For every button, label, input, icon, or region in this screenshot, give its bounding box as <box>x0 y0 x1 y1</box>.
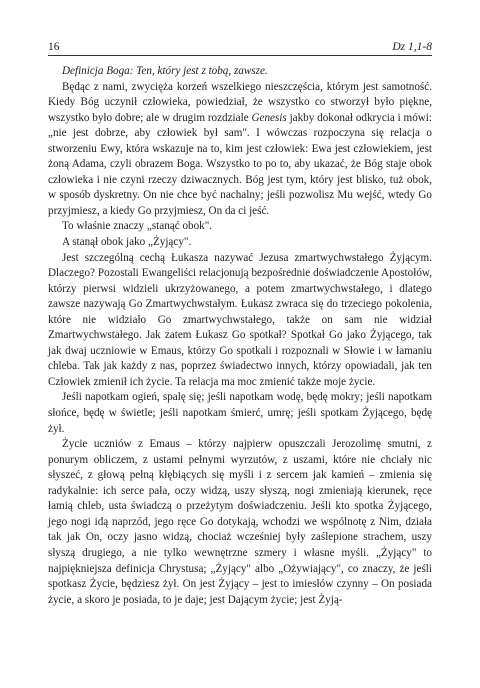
paragraph <box>48 390 432 437</box>
text-segment: Życie uczniów z Emaus – którzy najpierw opuszczali Jerozolimę smutni, z ponurym obliczem, z ustami pełnymi wyrzutów, z uszami, które nie chciały nic słyszeć, z głową pełną kłębiących się myśli i z sercem jak kamień – zmienia się radykalnie: ich serce pała, oczy widzą, uszy słyszą, nogi zmieniają kierunek, ręce łamią chleb, usta świadczą o przeżytym doświadczeniu. Jeśli kto spotka Żyjącego, jego nogi idą naprzód, jego ręce Go dotykają, wchodzi we wspólnotę z Nim, działa tak jak On, oczy jasno widzą, chociaż wcześniej były zaślepione strachem, uszy słyszą drugiego, a nie tylko wewnętrzne szmery i własne myśli. „Żyjący" to najpiękniejsza definicja Chrystusa; „Żyjący" albo „Ożywiający", co znaczy, że jeśli spotkasz Życie, będziesz żył. On jest Żyjący – jest to imiesłów czynny – On posiada życie, a skoro je posiada, to je daje; jest Dającym życie; jest Żyją- <box>48 438 432 606</box>
running-title: Dz 1,1-8 <box>392 41 432 53</box>
paragraph <box>48 80 432 220</box>
text-segment: Jest szczególną cechą Łukasza nazywać Jezusa zmartwychwstałego Żyjącym. Dlaczego? Pozostali Ewangeliści relacjonują bezpośrednie doświadczenie Apostołów, którzy pierwsi widzieli ukrzyżowanego, a potem zmartwychwstałego, i dlatego zawsze nazywają Go Zmartwychwstałym. Łukasz zwraca się do trzeciego pokolenia, które nie widziało Go zmartwychwstałego, także on sam nie widział Zmartwychwstałego. Jak zatem Łukasz Go spotkał? Spotkał Go jako Żyjącego, tak jak dwaj uczniowie w Emaus, którzy Go spotkali i rozpoznali w Słowie i w łamaniu chleba. Tak jak każdy z nas, poprzez świadectwo innych, którzy opowiadali, jak ten Człowiek zmienił ich życie. Ta relacja ma moc zmienić także moje życie. <box>48 251 432 388</box>
paragraph <box>48 437 432 608</box>
paragraph <box>48 251 432 391</box>
definition-lead: Definicja Boga: Ten, który jest z tobą, zawsze. <box>62 65 268 77</box>
paragraph <box>48 235 432 251</box>
paragraph <box>48 219 432 235</box>
text-segment: A stanął obok jako „Żyjący". <box>62 236 192 249</box>
paragraph <box>48 64 432 80</box>
text-segment: Jeśli napotkam ogień, spalę się; jeśli napotkam wodę, będę mokry; jeśli napotkam słońce, będę w świetle; jeśli napotkam śmierć, umrę; jeśli spotkam Żyjącego, będę żył. <box>48 391 432 435</box>
text-segment: To właśnie znaczy „stanąć obok". <box>62 220 213 233</box>
page-header <box>48 40 432 56</box>
text-segment: jakby dokonał odkrycia i mówi: „nie jest dobrze, aby człowiek był sam". I wówczas rozpoczyna się relacja o stworzeniu Ewy, która wskazuje na to, kim jest człowiek: Ewa jest człowiekiem, jest żoną Adama, czyli obrazem Boga. Wszystko to po to, aby ukazać, że Bóg staje obok człowieka i nie czyni rzeczy dziwacznych. Bóg jest tym, który jest blisko, tuż obok, w sposób dyskretny. On nie chce być nachalny; jeśli pozwolisz Mu wejść, wtedy Go przyjmiesz, a kiedy Go przyjmiesz, On da ci jeść. <box>48 111 432 217</box>
body-text <box>48 64 432 608</box>
page-number: 16 <box>48 41 60 53</box>
book-title: Genesis <box>251 111 287 124</box>
text-segment: Będąc z nami, zwycięża korzeń wszelkiego nieszczęścia, którym jest samotność. Kiedy Bóg uczynił człowieka, powiedział, że wszystko co stworzył było piękne, wszystko było dobre; ale w drugim rozdziale <box>48 80 432 124</box>
